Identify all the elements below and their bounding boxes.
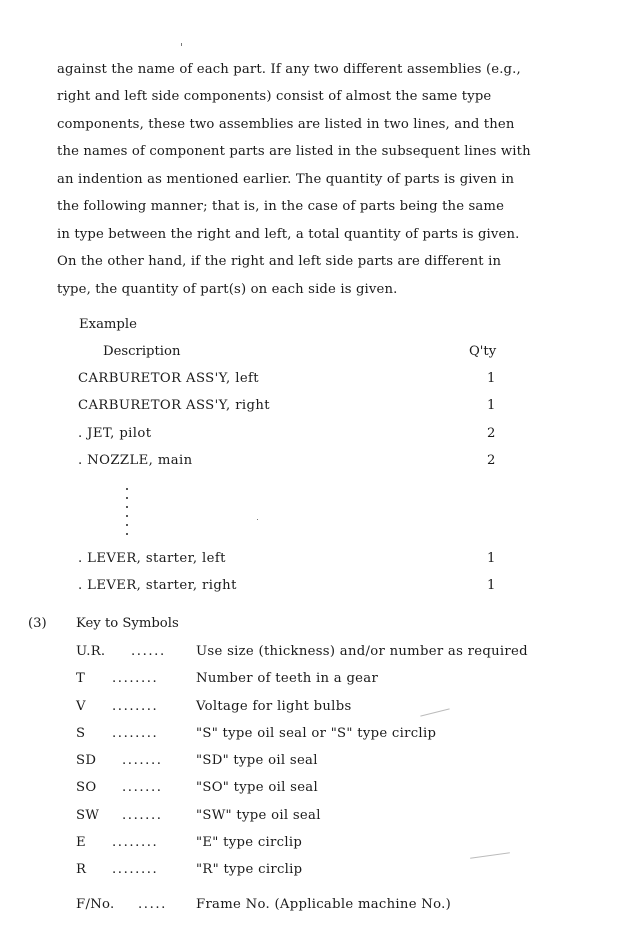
dot-leader: ........ xyxy=(112,699,159,714)
example-label: Example xyxy=(79,317,137,332)
paragraph-line: the names of component parts are listed in the subsequent lines with xyxy=(57,144,531,159)
key-definition: "E" type circlip xyxy=(196,835,303,850)
paragraph-line: against the name of each part. If any two different assemblies (e.g., xyxy=(57,62,521,77)
dot-leader: ........ xyxy=(112,862,159,877)
key-definition: Number of teeth in a gear xyxy=(196,671,379,686)
key-symbol: T xyxy=(76,671,86,686)
row-description: . LEVER, starter, left xyxy=(78,551,226,566)
dot-leader: ...... xyxy=(131,644,166,659)
key-definition: Frame No. (Applicable machine No.) xyxy=(196,897,452,912)
row-description: CARBURETOR ASS'Y, right xyxy=(78,398,270,413)
key-definition: Voltage for light bulbs xyxy=(196,699,352,714)
dot-leader: ....... xyxy=(122,808,163,823)
row-quantity: 1 xyxy=(487,371,496,386)
key-symbol: E xyxy=(76,835,86,850)
dot-leader: ........ xyxy=(112,671,159,686)
column-header-quantity: Q'ty xyxy=(469,344,497,359)
paragraph-line: components, these two assemblies are listed in two lines, and then xyxy=(57,117,515,132)
row-quantity: 2 xyxy=(487,426,496,441)
row-quantity: 1 xyxy=(487,551,496,566)
paragraph-line: right and left side components) consist of almost the same type xyxy=(57,89,492,104)
scan-speck xyxy=(181,43,182,46)
section-number: (3) xyxy=(28,616,47,631)
row-quantity: 1 xyxy=(487,578,496,593)
scan-speck xyxy=(257,519,258,520)
key-definition: "SO" type oil seal xyxy=(196,780,318,795)
paragraph-line: in type between the right and left, a total quantity of parts is given. xyxy=(57,227,520,242)
key-definition: Use size (thickness) and/or number as required xyxy=(196,644,528,659)
key-definition: "SD" type oil seal xyxy=(196,753,318,768)
key-symbol: R xyxy=(76,862,87,877)
paragraph-line: On the other hand, if the right and left side parts are different in xyxy=(57,254,502,269)
row-description: . NOZZLE, main xyxy=(78,453,193,468)
dot-leader: ....... xyxy=(122,753,163,768)
key-symbol: V xyxy=(76,699,86,714)
key-definition: "SW" type oil seal xyxy=(196,808,321,823)
scan-speck xyxy=(420,708,449,716)
key-definition: "R" type circlip xyxy=(196,862,303,877)
key-symbol: S xyxy=(76,726,86,741)
key-symbol: F/No. xyxy=(76,897,115,912)
dot-leader: ........ xyxy=(112,726,159,741)
row-quantity: 1 xyxy=(487,398,496,413)
key-definition: "S" type oil seal or "S" type circlip xyxy=(196,726,437,741)
row-description: . LEVER, starter, right xyxy=(78,578,237,593)
continuation-dots xyxy=(126,488,130,540)
dot-leader: ....... xyxy=(122,780,163,795)
key-symbol: SD xyxy=(76,753,97,768)
row-description: CARBURETOR ASS'Y, left xyxy=(78,371,260,386)
row-description: . JET, pilot xyxy=(78,426,152,441)
dot-leader: ........ xyxy=(112,835,159,850)
section-title: Key to Symbols xyxy=(76,616,179,631)
key-symbol: SW xyxy=(76,808,100,823)
column-header-description: Description xyxy=(103,344,181,359)
dot-leader: ..... xyxy=(138,897,167,912)
paragraph-line: type, the quantity of part(s) on each side is given. xyxy=(57,282,398,297)
key-symbol: SO xyxy=(76,780,97,795)
scan-speck xyxy=(470,852,510,859)
paragraph-line: the following manner; that is, in the case of parts being the same xyxy=(57,199,505,214)
paragraph-line: an indention as mentioned earlier. The quantity of parts is given in xyxy=(57,172,515,187)
row-quantity: 2 xyxy=(487,453,496,468)
key-symbol: U.R. xyxy=(76,644,106,659)
